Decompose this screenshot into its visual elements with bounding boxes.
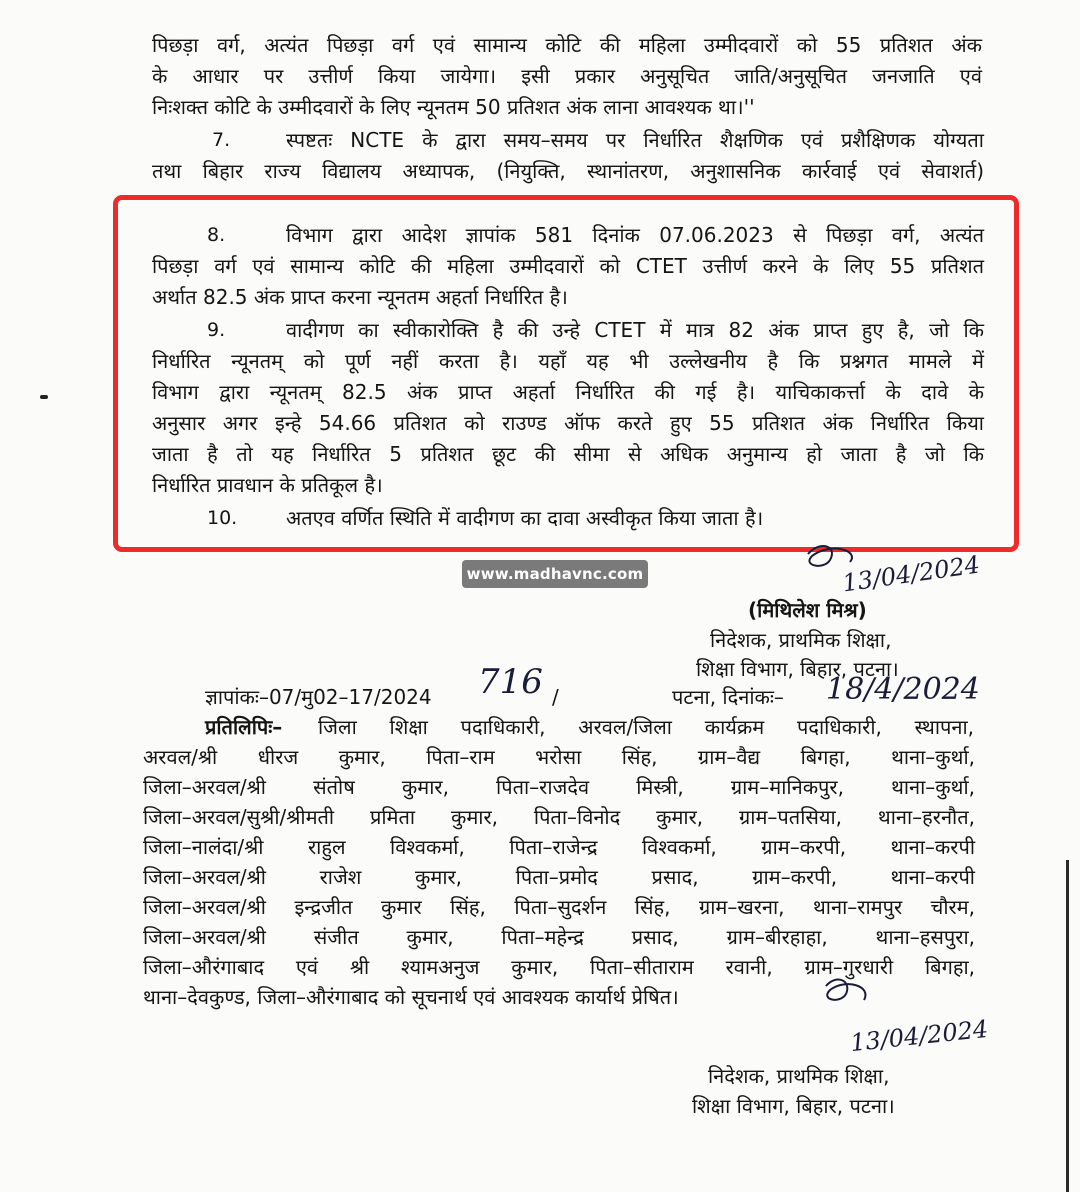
para-8-line-2: पिछड़ा वर्ग एवं सामान्य कोटि की महिला उम्मीदवारों को CTET उत्तीर्ण करने के लिए 55 प्रतिशत — [152, 254, 984, 278]
signatory-name: (मिथिलेश मिश्र) — [748, 598, 867, 622]
para-9-line-1: वादीगण का स्वीकारोक्ति है की उन्हे CTET में मात्र 82 अंक प्राप्त हुए है, जो कि — [286, 318, 984, 342]
copy-line-4: जिला–अरवल/सुश्री/श्रीमती प्रमिता कुमार, पिता–विनोद कुमार, ग्राम–पतसिया, थाना–हरनौत, — [143, 805, 975, 829]
copy-line-3: जिला–अरवल/श्री संतोष कुमार, पिता–राजदेव मिस्त्री, ग्राम–मानिकपुर, थाना–कुर्था, — [143, 775, 975, 799]
para-9-line-2: निर्धारित न्यूनतम् को पूर्ण नहीं करता है। यहाँ यह भी उल्लेखनीय है कि प्रश्नगत मामले में — [152, 349, 984, 373]
memo-date-label: पटना, दिनांकः– — [672, 685, 784, 709]
copy-label: प्रतिलिपिः– — [205, 715, 283, 739]
copy-line-8: जिला–अरवल/श्री संजीत कुमार, पिता–महेन्द्र प्रसाद, ग्राम–बीरहाहा, थाना–हसपुरा, — [143, 925, 975, 949]
signature-date-1: 13/04/2024 — [840, 550, 982, 598]
copy-line-5: जिला–नालंदा/श्री राहुल विश्वकर्मा, पिता–राजेन्द्र विश्वकर्मा, ग्राम–करपी, थाना–करपी — [143, 835, 975, 859]
para-9-line-6: निर्धारित प्रावधान के प्रतिकूल है। — [152, 473, 383, 497]
para-9-number: 9. — [207, 319, 226, 341]
para-8-line-1: विभाग द्वारा आदेश ज्ञापांक 581 दिनांक 07.06.2023 से पिछड़ा वर्ग, अत्यंत — [286, 223, 984, 247]
memo-ref-handwritten: 716 — [478, 662, 543, 702]
copy-line-10: थाना–देवकुण्ड, जिला–औरंगाबाद को सूचनार्थ एवं आवश्यक कार्यार्थ प्रेषित। — [143, 985, 679, 1009]
para-10-line-1: अतएव वर्णित स्थिति में वादीगण का दावा अस्वीकृत किया जाता है। — [286, 506, 764, 530]
signatory-2-designation: निदेशक, प्राथमिक शिक्षा, — [708, 1064, 890, 1088]
copy-line-9: जिला–औरंगाबाद एवं श्री श्यामअनुज कुमार, पिता–सीताराम रवानी, ग्राम–गुरधारी बिगहा, — [143, 955, 975, 979]
copy-line-1: जिला शिक्षा पदाधिकारी, अरवल/जिला कार्यक्रम पदाधिकारी, स्थापना, — [318, 715, 974, 739]
para-8-number: 8. — [207, 224, 226, 246]
para-10-number: 10. — [207, 507, 238, 529]
watermark: www.madhavnc.com — [462, 560, 648, 588]
para-9-line-3: विभाग द्वारा न्यूनतम् 82.5 अंक प्राप्त अहर्ता निर्धारित की गई है। याचिकाकर्त्ता के दावे के — [152, 380, 984, 404]
para-9-line-4: अनुसार अगर इन्हे 54.66 प्रतिशत को राउण्ड ऑफ करते हुए 55 प्रतिशत अंक निर्धारित किया — [152, 411, 984, 435]
para-9-line-5: जाता है तो यह निर्धारित 5 प्रतिशत छूट की सीमा से अधिक अनुमान्य हो जाता है जो कि — [152, 442, 984, 466]
scan-speck — [40, 395, 48, 399]
signature-scribble-2 — [812, 972, 902, 1032]
memo-ref-slash: / — [552, 685, 559, 709]
signatory-2-office: शिक्षा विभाग, बिहार, पटना। — [692, 1094, 895, 1118]
top-para-line-1: पिछड़ा वर्ग, अत्यंत पिछड़ा वर्ग एवं सामान्य कोटि की महिला उम्मीदवारों को 55 प्रतिशत अंक — [152, 33, 982, 57]
copy-line-2: अरवल/श्री धीरज कुमार, पिता–राम भरोसा सिंह, ग्राम–वैद्य बिगहा, थाना–कुर्था, — [143, 745, 975, 769]
para-7-line-2: तथा बिहार राज्य विद्यालय अध्यापक, (नियुक्ति, स्थानांतरण, अनुशासनिक कार्रवाई एवं सेवाशर्त) — [152, 159, 984, 183]
signatory-office: शिक्षा विभाग, बिहार, पटना। — [696, 657, 899, 681]
scan-edge — [1066, 860, 1069, 1192]
para-7-number: 7. — [212, 129, 231, 151]
memo-date-handwritten: 18/4/2024 — [826, 672, 980, 707]
para-8-line-3: अर्थात 82.5 अंक प्राप्त करना न्यूनतम अहर्ता निर्धारित है। — [152, 285, 568, 309]
signature-date-2: 13/04/2024 — [848, 1014, 990, 1058]
copy-line-6: जिला–अरवल/श्री राजेश कुमार, पिता–प्रमोद प्रसाद, ग्राम–करपी, थाना–करपी — [143, 865, 975, 889]
top-para-line-3: निःशक्त कोटि के उम्मीदवारों के लिए न्यूनतम 50 प्रतिशत अंक लाना आवश्यक था।'' — [152, 95, 755, 119]
top-para-line-2: के आधार पर उत्तीर्ण किया जायेगा। इसी प्रकार अनुसूचित जाति/अनुसूचित जनजाति एवं — [152, 64, 982, 88]
para-7-line-1: स्पष्टतः NCTE के द्वारा समय–समय पर निर्धारित शैक्षणिक एवं प्रशैक्षिणक योग्यता — [286, 128, 984, 152]
signatory-designation: निदेशक, प्राथमिक शिक्षा, — [710, 628, 892, 652]
copy-line-7: जिला–अरवल/श्री इन्द्रजीत कुमार सिंह, पिता–सुदर्शन सिंह, ग्राम–खरना, थाना–रामपुर चौरम, — [143, 895, 975, 919]
memo-ref: ज्ञापांकः–07/मु02–17/2024 — [205, 685, 432, 709]
